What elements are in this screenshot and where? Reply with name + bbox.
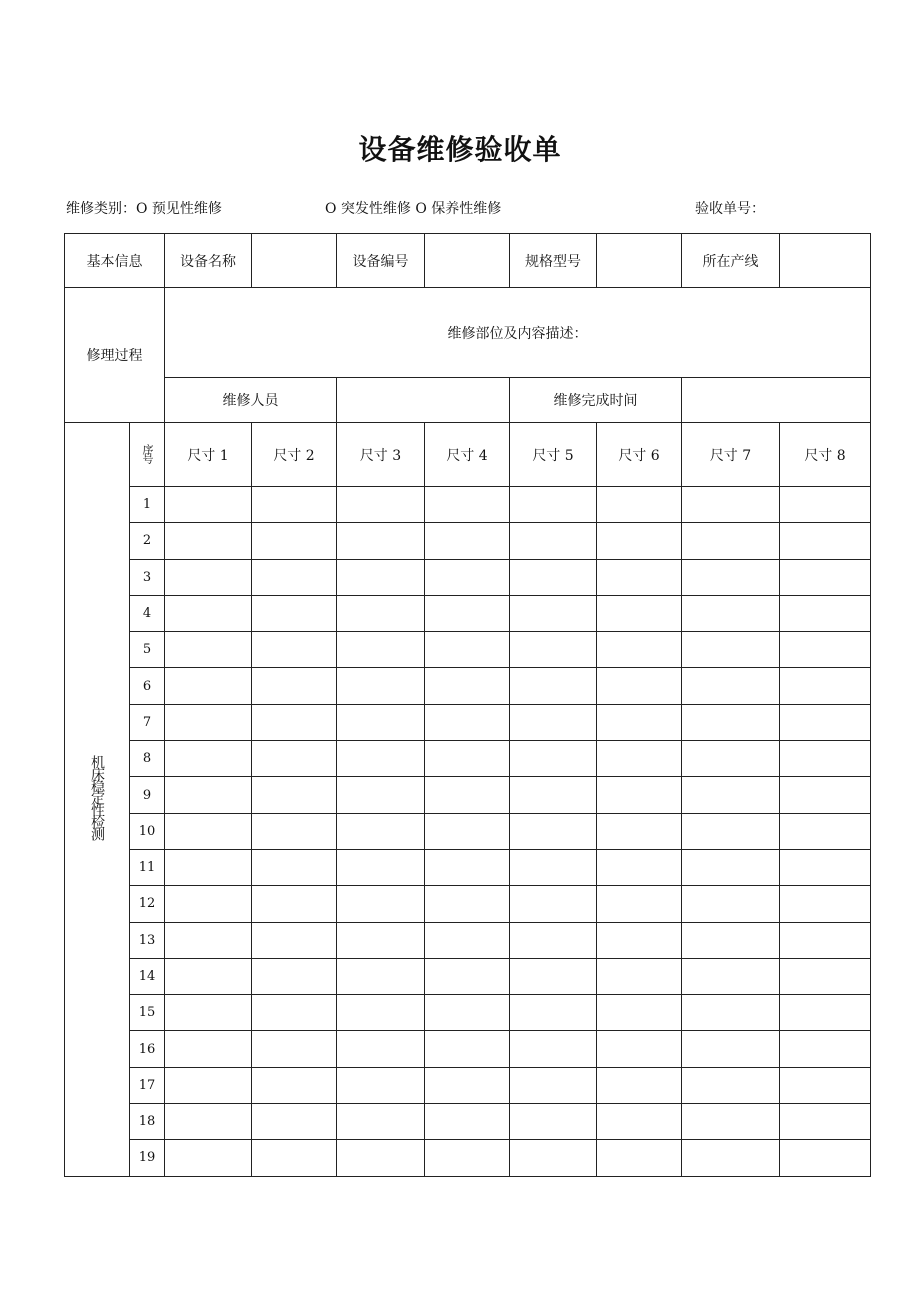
row-number: 10 [130,813,165,849]
measurement-cell[interactable] [597,523,682,559]
measurement-cell[interactable] [425,1067,510,1103]
measurement-cell[interactable] [597,995,682,1031]
measurement-cell[interactable] [682,523,780,559]
measurement-cell[interactable] [165,1067,252,1103]
measurement-cell[interactable] [425,813,510,849]
row-number: 11 [130,849,165,885]
measurement-cell[interactable] [337,1104,425,1140]
measurement-cell[interactable] [165,995,252,1031]
measurement-cell[interactable] [682,922,780,958]
row-number: 8 [130,741,165,777]
table-row [65,1031,871,1067]
measurement-cell[interactable] [510,1104,597,1140]
stability-section-label: 机床稳定性检测 [65,423,130,1177]
measurement-cell[interactable] [780,1140,871,1176]
measurement-cell[interactable] [780,886,871,922]
measurement-cell[interactable] [682,1067,780,1103]
measurement-cell[interactable] [337,1031,425,1067]
measurement-cell[interactable] [337,523,425,559]
measurement-cell[interactable] [780,741,871,777]
measurement-cell[interactable] [337,1067,425,1103]
measurement-cell[interactable] [597,777,682,813]
measurement-cell[interactable] [597,958,682,994]
measurement-cell[interactable] [165,668,252,704]
measurement-cell[interactable] [337,559,425,595]
equipment-no-field[interactable] [425,234,510,288]
measurement-cell[interactable] [682,668,780,704]
measurement-cell[interactable] [165,523,252,559]
table-row [65,777,871,813]
dim-header-1: 尺寸 1 [165,423,252,487]
measurement-cell[interactable] [780,595,871,631]
measurement-cell[interactable] [165,922,252,958]
measurement-cell[interactable] [252,886,337,922]
measurement-cell[interactable] [597,813,682,849]
measurement-cell[interactable] [682,958,780,994]
measurement-cell[interactable] [165,886,252,922]
measurement-cell[interactable] [597,1031,682,1067]
measurement-cell[interactable] [337,849,425,885]
measurement-cell[interactable] [337,741,425,777]
table-row [65,1104,871,1140]
equipment-no-label: 设备编号 [337,234,425,288]
measurement-cell[interactable] [337,995,425,1031]
measurement-cell[interactable] [510,922,597,958]
model-field[interactable] [597,234,682,288]
measurement-cell[interactable] [337,704,425,740]
row-number: 5 [130,632,165,668]
measurement-cell[interactable] [252,849,337,885]
measurement-cell[interactable] [252,813,337,849]
table-row [65,523,871,559]
line-label: 所在产线 [682,234,780,288]
personnel-label: 维修人员 [165,378,337,423]
measurement-cell[interactable] [510,668,597,704]
measurement-cell[interactable] [425,777,510,813]
dim-header-4: 尺寸 4 [425,423,510,487]
measurement-cell[interactable] [597,1104,682,1140]
measurement-cell[interactable] [425,668,510,704]
dim-header-5: 尺寸 5 [510,423,597,487]
measurement-cell[interactable] [165,813,252,849]
repair-description-field[interactable]: 维修部位及内容描述： [165,288,871,378]
measurement-cell[interactable] [425,559,510,595]
measurement-cell[interactable] [425,886,510,922]
dim-header-8: 尺寸 8 [780,423,871,487]
equipment-name-label: 设备名称 [165,234,252,288]
row-number: 18 [130,1104,165,1140]
table-row [65,487,871,523]
measurement-cell[interactable] [252,1031,337,1067]
measurement-cell[interactable] [425,487,510,523]
model-label: 规格型号 [510,234,597,288]
table-row [65,704,871,740]
measurement-cell[interactable] [780,813,871,849]
measurement-cell[interactable] [510,1140,597,1176]
measurement-cell[interactable] [510,849,597,885]
measurement-cell[interactable] [597,668,682,704]
receipt-no-label: 验收单号： [695,201,765,217]
completion-time-label: 维修完成时间 [510,378,682,423]
measurement-cell[interactable] [510,1067,597,1103]
measurement-cell[interactable] [252,1140,337,1176]
measurement-cell[interactable] [780,995,871,1031]
measurement-cell[interactable] [252,922,337,958]
measurement-cell[interactable] [780,777,871,813]
measurement-cell[interactable] [597,487,682,523]
table-row [65,632,871,668]
measurement-cell[interactable] [510,741,597,777]
row-number: 17 [130,1067,165,1103]
row-number: 3 [130,559,165,595]
measurement-cell[interactable] [165,1104,252,1140]
measurement-cell[interactable] [597,704,682,740]
measurement-cell[interactable] [165,1031,252,1067]
measurement-cell[interactable] [682,559,780,595]
row-number: 7 [130,704,165,740]
measurement-cell[interactable] [165,559,252,595]
table-row [65,559,871,595]
inspection-form [64,233,871,1177]
measurement-cell[interactable] [780,1067,871,1103]
measurement-cell[interactable] [682,886,780,922]
measurement-cell[interactable] [597,595,682,631]
table-row [65,958,871,994]
table-row [65,595,871,631]
measurement-cell[interactable] [425,523,510,559]
measurement-cell[interactable] [780,958,871,994]
measurement-cell[interactable] [337,1140,425,1176]
row-number: 9 [130,777,165,813]
measurement-cell[interactable] [510,777,597,813]
dim-header-7: 尺寸 7 [682,423,780,487]
row-number: 16 [130,1031,165,1067]
measurement-cell[interactable] [597,1140,682,1176]
measurement-cell[interactable] [682,1104,780,1140]
measurement-cell[interactable] [510,886,597,922]
measurement-cell[interactable] [165,849,252,885]
row-number: 1 [130,487,165,523]
seq-header: 序号 [130,423,165,487]
category-options: O 突发性维修 O 保养性维修 [325,201,502,217]
measurement-cell[interactable] [252,704,337,740]
measurement-cell[interactable] [682,704,780,740]
measurement-cell[interactable] [165,595,252,631]
measurement-cell[interactable] [337,886,425,922]
line-field[interactable] [780,234,871,288]
dim-header-6: 尺寸 6 [597,423,682,487]
measurement-cell[interactable] [682,595,780,631]
measurement-cell[interactable] [165,741,252,777]
measurement-cell[interactable] [425,595,510,631]
measurement-cell[interactable] [337,922,425,958]
measurement-cell[interactable] [337,595,425,631]
measurement-cell[interactable] [252,995,337,1031]
measurement-cell[interactable] [252,741,337,777]
table-row [65,741,871,777]
measurement-cell[interactable] [510,523,597,559]
completion-time-field[interactable] [682,378,871,423]
measurement-cell[interactable] [425,632,510,668]
row-number: 4 [130,595,165,631]
measurement-cell[interactable] [780,487,871,523]
table-row [65,1067,871,1103]
measurement-cell[interactable] [425,958,510,994]
table-row [65,886,871,922]
measurement-cell[interactable] [165,1140,252,1176]
measurement-cell[interactable] [597,632,682,668]
measurement-cell[interactable] [337,487,425,523]
measurement-cell[interactable] [597,1067,682,1103]
measurement-cell[interactable] [780,523,871,559]
row-number: 13 [130,922,165,958]
measurement-cell[interactable] [510,559,597,595]
measurement-cell[interactable] [682,995,780,1031]
row-number: 19 [130,1140,165,1176]
measurement-cell[interactable] [425,1104,510,1140]
measurement-cell[interactable] [252,777,337,813]
measurement-cell[interactable] [780,668,871,704]
measurement-cell[interactable] [780,559,871,595]
table-row [65,995,871,1031]
table-row [65,922,871,958]
measurement-cell[interactable] [165,777,252,813]
measurement-cell[interactable] [780,1104,871,1140]
measurement-cell[interactable] [682,632,780,668]
measurement-cell[interactable] [337,958,425,994]
basic-info-label: 基本信息 [65,234,165,288]
measurement-cell[interactable] [682,487,780,523]
measurement-cell[interactable] [780,1031,871,1067]
dim-header-3: 尺寸 3 [337,423,425,487]
measurement-cell[interactable] [425,1031,510,1067]
row-number: 2 [130,523,165,559]
measurement-cell[interactable] [597,886,682,922]
measurement-cell[interactable] [165,704,252,740]
measurement-cell[interactable] [425,704,510,740]
measurement-cell[interactable] [510,958,597,994]
row-number: 14 [130,958,165,994]
measurement-cell[interactable] [425,849,510,885]
table-row [65,849,871,885]
table-row [65,813,871,849]
measurement-cell[interactable] [682,1140,780,1176]
measurement-cell[interactable] [252,632,337,668]
measurement-cell[interactable] [165,632,252,668]
equipment-name-field[interactable] [252,234,337,288]
row-number: 12 [130,886,165,922]
measurement-cell[interactable] [425,995,510,1031]
measurement-cell[interactable] [510,995,597,1031]
personnel-field[interactable] [337,378,510,423]
measurement-cell[interactable] [780,704,871,740]
measurement-cell[interactable] [510,1031,597,1067]
measurement-cell[interactable] [252,958,337,994]
measurement-cell[interactable] [337,813,425,849]
measurement-cell[interactable] [165,487,252,523]
measurement-cell[interactable] [682,777,780,813]
measurement-cell[interactable] [337,632,425,668]
measurement-cell[interactable] [252,668,337,704]
measurement-cell[interactable] [252,595,337,631]
measurement-cell[interactable] [597,849,682,885]
measurement-cell[interactable] [780,849,871,885]
measurement-cell[interactable] [425,1140,510,1176]
measurement-cell[interactable] [510,813,597,849]
measurement-cell[interactable] [337,777,425,813]
measurement-cell[interactable] [682,813,780,849]
measurement-cell[interactable] [252,559,337,595]
row-number: 6 [130,668,165,704]
dim-header-2: 尺寸 2 [252,423,337,487]
repair-process-label: 修理过程 [65,288,165,423]
measurement-cell[interactable] [510,632,597,668]
measurement-cell[interactable] [597,922,682,958]
measurement-cell[interactable] [165,958,252,994]
measurement-cell[interactable] [682,741,780,777]
measurement-cell[interactable] [510,704,597,740]
measurement-cell[interactable] [425,922,510,958]
measurement-cell[interactable] [682,849,780,885]
measurement-cell[interactable] [597,741,682,777]
measurement-cell[interactable] [682,1031,780,1067]
table-row [65,1140,871,1176]
measurement-cell[interactable] [252,1067,337,1103]
measurement-cell[interactable] [597,559,682,595]
measurement-cell[interactable] [510,487,597,523]
measurement-cell[interactable] [780,922,871,958]
table-row [65,668,871,704]
measurement-cell[interactable] [252,1104,337,1140]
category-label: 维修类别：O 预见性维修 [66,201,222,217]
measurement-cell[interactable] [780,632,871,668]
measurement-cell[interactable] [510,595,597,631]
page-title: 设备维修验收单 [358,133,562,166]
measurement-cell[interactable] [337,668,425,704]
measurement-cell[interactable] [252,487,337,523]
row-number: 15 [130,995,165,1031]
measurement-cell[interactable] [425,741,510,777]
measurement-cell[interactable] [252,523,337,559]
